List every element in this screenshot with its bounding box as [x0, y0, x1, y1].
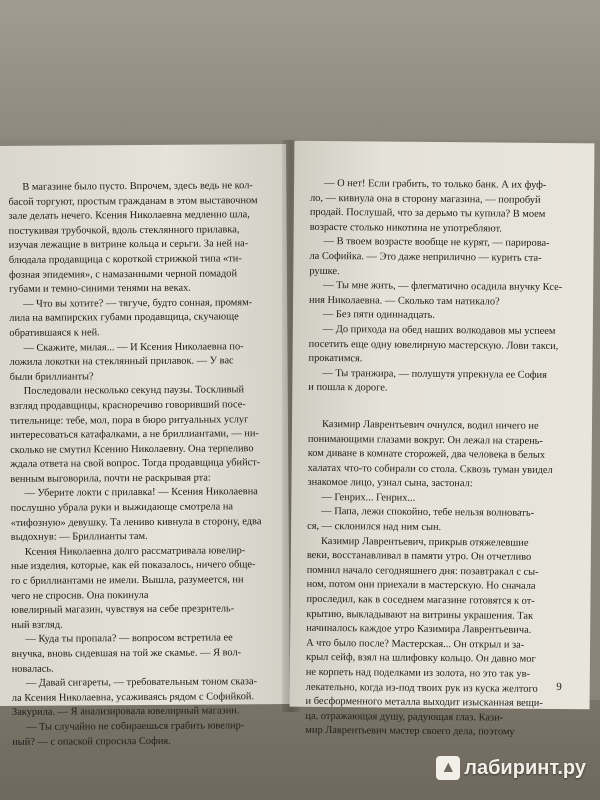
- paragraph: Ксения Николаевна долго рассматривала ювелир- ные изделия, которые, как ей показалось, ничего обще- го с бриллиантами не имели. Вышла, разумеется, ни чего не спросив. Она покинула ювелирный магазин, чувствуя на себе презритель- ный взгляд.: [10, 545, 256, 631]
- right-page: [290, 141, 595, 739]
- paragraph: — Давай сигареты, — требовательным тоном сказа- ла Ксения Николаевна, усаживаясь рядом с Софийкой. Закурила. — Я анализировала ювелирный магазин.: [11, 676, 258, 719]
- page-number: 9: [556, 681, 562, 694]
- paragraph: — Куда ты пропала? — вопросом встретила ее внучка, вновь сидевшая на той же скамье. — Я вол- новалась.: [11, 632, 242, 675]
- watermark: [436, 756, 586, 780]
- paragraph: Казимир Лаврентьевич очнулся, водил ничего не понимающими глазами вокруг. Он лежал на старень- ком диване в комнате сторожей, два человека в белых халатах что-то собирали со стола. Сквозь туман увидел знакомое лицо, узнал сына, застонал:: [307, 418, 553, 490]
- paragraph: Казимир Лаврентьевич, прикрыв отяжелевшие веки, восстанавливал в памяти утро. Он отчетливо помнил начало сегодняшнего дня: позавтракал с сы- ном, потом они приехали в мастерскую. Но сначала проследил, как в соседнем магазине готовятся к от- крытию, выкладывают на витрины украшения. Так начиналось каждое утро Казимира Лаврентьевича. А что было после? Мастерская... Он открыл и за- крыл сейф, взял на шлифовку кольцо. Он давно мог не корпеть над поделками из золота, но это так ув- лекательно, когда из-под твоих рук из куска желтого и бесформенного металла выходит изысканная вещи- ца, отражающая душу, радующая глаз. Кази- мир Лаврентьевич мастер своего дела, поэтому: [305, 535, 543, 739]
- paragraph: — Ты транжира, — полушутя упрекнула ее София и пошла к дороге.: [308, 367, 547, 394]
- paragraph: — Без пяти одиннадцать.: [322, 309, 435, 322]
- paragraph: — Что вы хотите? — тягуче, будто сонная, промям- лила на вампирских губами продавщица, скучающе обратившаяся к ней.: [9, 296, 253, 339]
- background-top: [0, 0, 600, 140]
- paragraph: — До прихода на обед наших волкодавов мы успеем посетить еще одну ювелирную мастерскую. Лови такси, прокатимся.: [308, 323, 559, 365]
- left-page: [0, 144, 290, 748]
- paragraph: — Ты случайно не собираешься грабить ювелир- ный? — с опаской спросила София.: [12, 720, 245, 748]
- paragraph: — Генрих... Генрих...: [321, 491, 416, 504]
- paragraph: — В твоем возрасте вообще не курят, — парирова- ла Софийка. — Это даже неприлично — курить ста- рушке.: [309, 236, 550, 277]
- paragraph: — Папа, лежи спокойно, тебе нельзя волновать- ся, — склонился над ним сын.: [307, 506, 535, 534]
- labirint-book-icon: ▲: [436, 756, 460, 780]
- paragraph: — Скажите, милая... — И Ксения Николаевна по- ложила локотки на стеклянный прилавок. — У вас были бриллианты?: [9, 340, 244, 383]
- paragraph: — Ты мне жить, — флегматично осадила внучку Ксе- ния Николаевна. — Сколько там натикало?: [309, 280, 563, 308]
- watermark-text: лабиринт.ру: [464, 756, 586, 779]
- paragraph: — Уберите локти с прилавка! — Ксения Николаевна послушно убрала руки и выжидающе смотрела на «тифозную» девушку. Та лениво кивнула в сторону, едва выдохнув: — Бриллианты там.: [10, 486, 262, 544]
- paragraph: Последовали несколько секунд паузы. Тоскливый взгляд продавщицы, красноречиво говоривший посе- тительнице: тебе, мол, пора в бюро ритуальных услуг интересоваться катафалками, а не бриллиантами, — ни- сколько не смутил Ксению Николаевну. Она терпеливо ждала ответа на свой вопрос. Тогда продавщица убийст- венным выговорила, почти не раскрывая рта:: [9, 384, 261, 485]
- paragraph: В магазине было пусто. Впрочем, здесь ведь не кол- басой торгуют, простым гражданам в этом выставочном зале делать нечего. Ксения Николаевна медленно шла, постукивая трубочкой, вдоль стеклянного прилавка, изучая лежащие в витрине кольца и серьги. За ней на- блюдала продавщица с короткой стрижкой типа «ти- фозная эпидемия», с намазанными черной помадой губами и темно-синими тенями на веках.: [8, 180, 258, 296]
- paragraph: — О нет! Если грабить, то только банк. А их фуф- ло, — кивнула она в сторону магазина, — попробуй продай. Послушай, что за дерьмо ты купила? В моем возрасте столько никотина не употребляют.: [309, 177, 547, 235]
